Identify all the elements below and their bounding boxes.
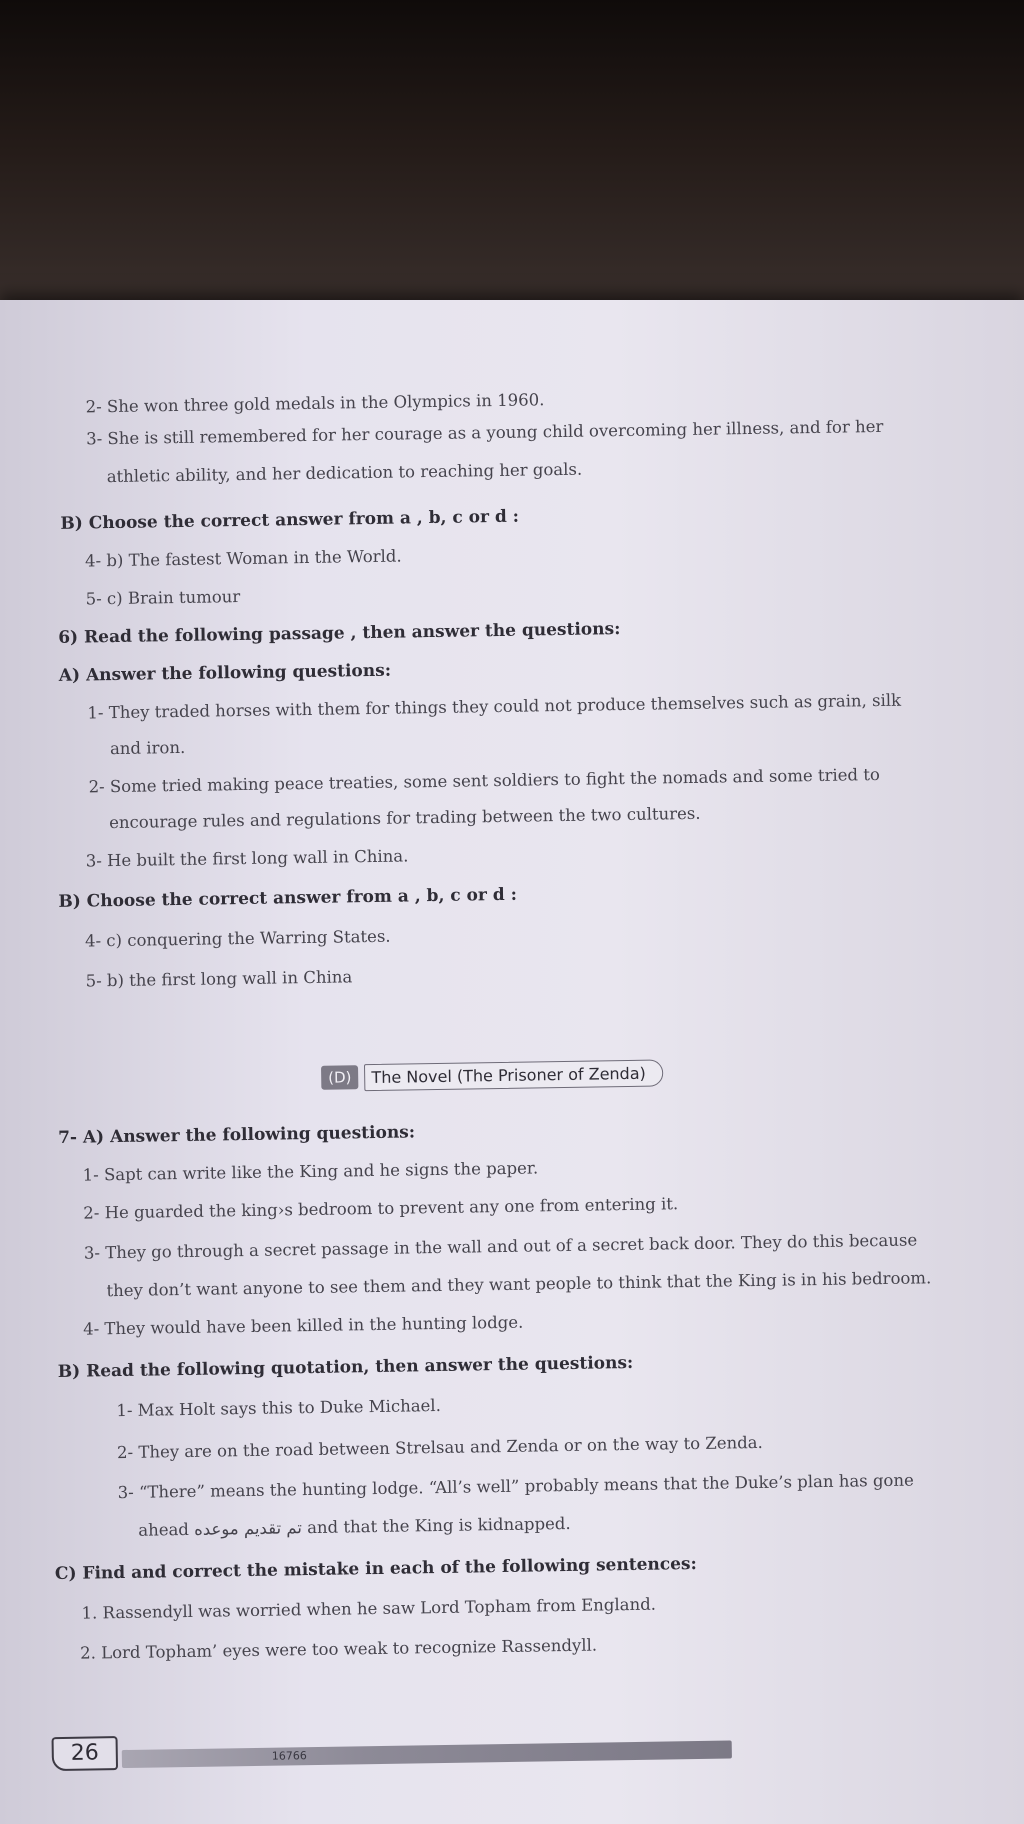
- question-7-a1: 1- Sapt can write like the King and he signs the paper.: [82, 1158, 539, 1185]
- question-7-b-heading: B) Read the following quotation, then answer the questions:: [57, 1352, 634, 1382]
- novel-section-title: The Novel (The Prisoner of Zenda): [364, 1059, 663, 1091]
- dark-background: [0, 0, 1024, 320]
- question-7-b3-line2: ahead تم تقديم موعده and that the King is kidnapped.: [138, 1513, 571, 1540]
- question-7-b1: 1- Max Holt says this to Duke Michael.: [116, 1395, 442, 1421]
- question-6-heading: 6) Read the following passage , then answer the questions:: [58, 619, 621, 648]
- page-content: [0, 300, 1024, 1824]
- page-number: 26: [52, 1736, 119, 1771]
- footer-code: 16766: [271, 1749, 307, 1763]
- question-7-c2: 2. Lord Topham’ eyes were too weak to recognize Rassendyll.: [80, 1635, 598, 1663]
- question-6-b5: 5- b) the first long wall in China: [85, 967, 353, 991]
- question-6-a1-line1: 1- They traded horses with them for things they could not produce themselves such as grain, silk: [87, 690, 902, 723]
- question-7-c-heading: C) Find and correct the mistake in each of the following sentences:: [54, 1553, 697, 1585]
- question-7-a2: 2- He guarded the king›s bedroom to prevent any one from entering it.: [83, 1194, 679, 1223]
- question-6-a2-line2: encourage rules and regulations for trading between the two cultures.: [109, 803, 701, 833]
- footer-bar: [122, 1740, 732, 1768]
- question-6-a1-line2: and iron.: [109, 737, 186, 759]
- question-6-a2-line1: 2- Some tried making peace treaties, some sent soldiers to fight the nomads and some tried to: [88, 765, 880, 797]
- question-7-b2: 2- They are on the road between Strelsau and Zenda or on the way to Zenda.: [116, 1432, 763, 1463]
- question-6-a-heading: A) Answer the following questions:: [58, 660, 392, 686]
- novel-section-banner: [321, 1057, 663, 1092]
- question-6-a3: 3- He built the first long wall in China.: [85, 846, 409, 871]
- prev-answer-b4: 4- b) The fastest Woman in the World.: [84, 546, 402, 571]
- prev-answer-3-line1: 3- She is still remembered for her courage as a young child overcoming her illness, and for her: [85, 416, 884, 449]
- question-7-a3-line1: 3- They go through a secret passage in the wall and out of a secret back door. They do this because: [83, 1230, 918, 1263]
- prev-section-b-heading: B) Choose the correct answer from a , b, c or d :: [60, 506, 520, 534]
- question-7-a3-line2: they don’t want anyone to see them and they want people to think that the King is in his bedroom.: [106, 1268, 932, 1301]
- document-page: [0, 300, 1024, 1824]
- question-7-c1: 1. Rassendyll was worried when he saw Lord Topham from England.: [81, 1594, 657, 1623]
- question-7-a-heading: 7- A) Answer the following questions:: [57, 1122, 416, 1148]
- question-7-b3-line1: 3- “There” means the hunting lodge. “All’s well” probably means that the Duke’s plan has gone: [117, 1470, 914, 1503]
- prev-answer-b5: 5- c) Brain tumour: [85, 587, 241, 609]
- question-7-a4: 4- They would have been killed in the hunting lodge.: [82, 1312, 524, 1339]
- novel-section-tag: (D): [321, 1065, 359, 1090]
- question-6-b-heading: B) Choose the correct answer from a , b, c or d :: [58, 884, 518, 912]
- page-footer: [52, 1726, 753, 1777]
- prev-answer-2: 2- She won three gold medals in the Olympics in 1960.: [85, 390, 545, 417]
- question-6-b4: 4- c) conquering the Warring States.: [84, 926, 391, 951]
- prev-answer-3-line2: athletic ability, and her dedication to reaching her goals.: [106, 459, 583, 487]
